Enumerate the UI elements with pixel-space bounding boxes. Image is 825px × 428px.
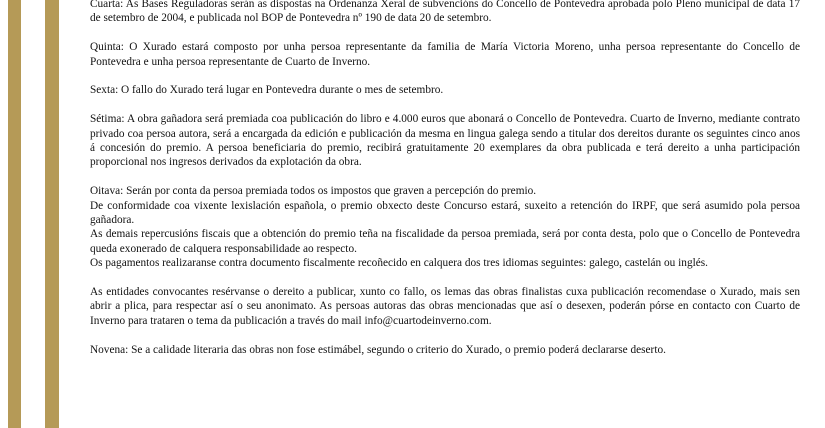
clause-entidades: As entidades convocantes resérvanse o dereito a publicar, xunto co fallo, os lemas das obras finalistas cuxa publicación recomendase o Xurado, mais sen abrir a plica, para respectar así o seu anonimato. As persoas autoras das obras mencionadas que así o desexen, poderán pórse en contacto con Cuarto de Inverno para trataren o tema da publicación a través do mail info@cuartodeinverno.com.: [90, 286, 800, 327]
clause-oitava-line-3: As demais repercusións fiscais que a obtención do premio teña na fiscalidade da persoa premiada, será por conta desta, polo que o Concello de Pontevedra queda exonerado de calquera responsabilidade ao respecto.: [90, 228, 800, 255]
clause-sexta: Sexta: O fallo do Xurado terá lugar en Pontevedra durante o mes de setembro.: [90, 84, 444, 97]
decorative-stripe-right: [45, 0, 59, 428]
document-body: [90, 0, 800, 371]
clause-oitava-line-2: De conformidade coa vixente lexislación española, o premio obxecto deste Concurso estará, suxeito a retención do IRPF, que será asumido pola persoa gañadora.: [90, 199, 800, 227]
clause-oitava-line-1: Oitava: Serán por conta da persoa premiada todos os impostos que graven a percepción do premio.: [90, 185, 537, 198]
clause-novena: Novena: Se a calidade literaria das obras non fose estimábel, segundo o criterio do Xurado, o premio poderá declararse deserto.: [90, 343, 666, 356]
clause-quinta: Quinta: O Xurado estará composto por unha persoa representante da familia de María Victoria Moreno, unha persoa representante do Concello de Pontevedra e unha persoa representante de Cuarto de Inverno.: [90, 41, 800, 68]
clause-oitava-line-4: Os pagamentos realizaranse contra documento fiscalmente recoñecido en calquera dos tres idiomas seguintes: galego, castelán ou inglés.: [90, 257, 708, 270]
clause-setima: Sétima: A obra gañadora será premiada coa publicación do libro e 4.000 euros que abonará o Concello de Pontevedra. Cuarto de Inverno, mediante contrato privado coa persoa autora, será a encargada da edición e publicación da mesma en lingua galega sendo a titular dos dereitos durante os seguintes cinco anos á concesión do premio. A persoa beneficiaria do premio, recibirá gratuitamente 20 exemplares da obra publicada e terá dereito a unha participación proporcional nos ingresos derivados da explotación da obra.: [90, 113, 800, 169]
clause-oitava: [90, 184, 800, 270]
decorative-stripe-left: [8, 0, 21, 428]
clause-cuarta: Cuarta: As Bases Reguladoras serán as dispostas na Ordenanza Xeral de subvencións do Concello de Pontevedra aprobada polo Pleno municipal de data 17 de setembro de 2004, e publicada nol BOP de Pontevedra nº 190 de data 20 de setembro.: [90, 0, 800, 25]
